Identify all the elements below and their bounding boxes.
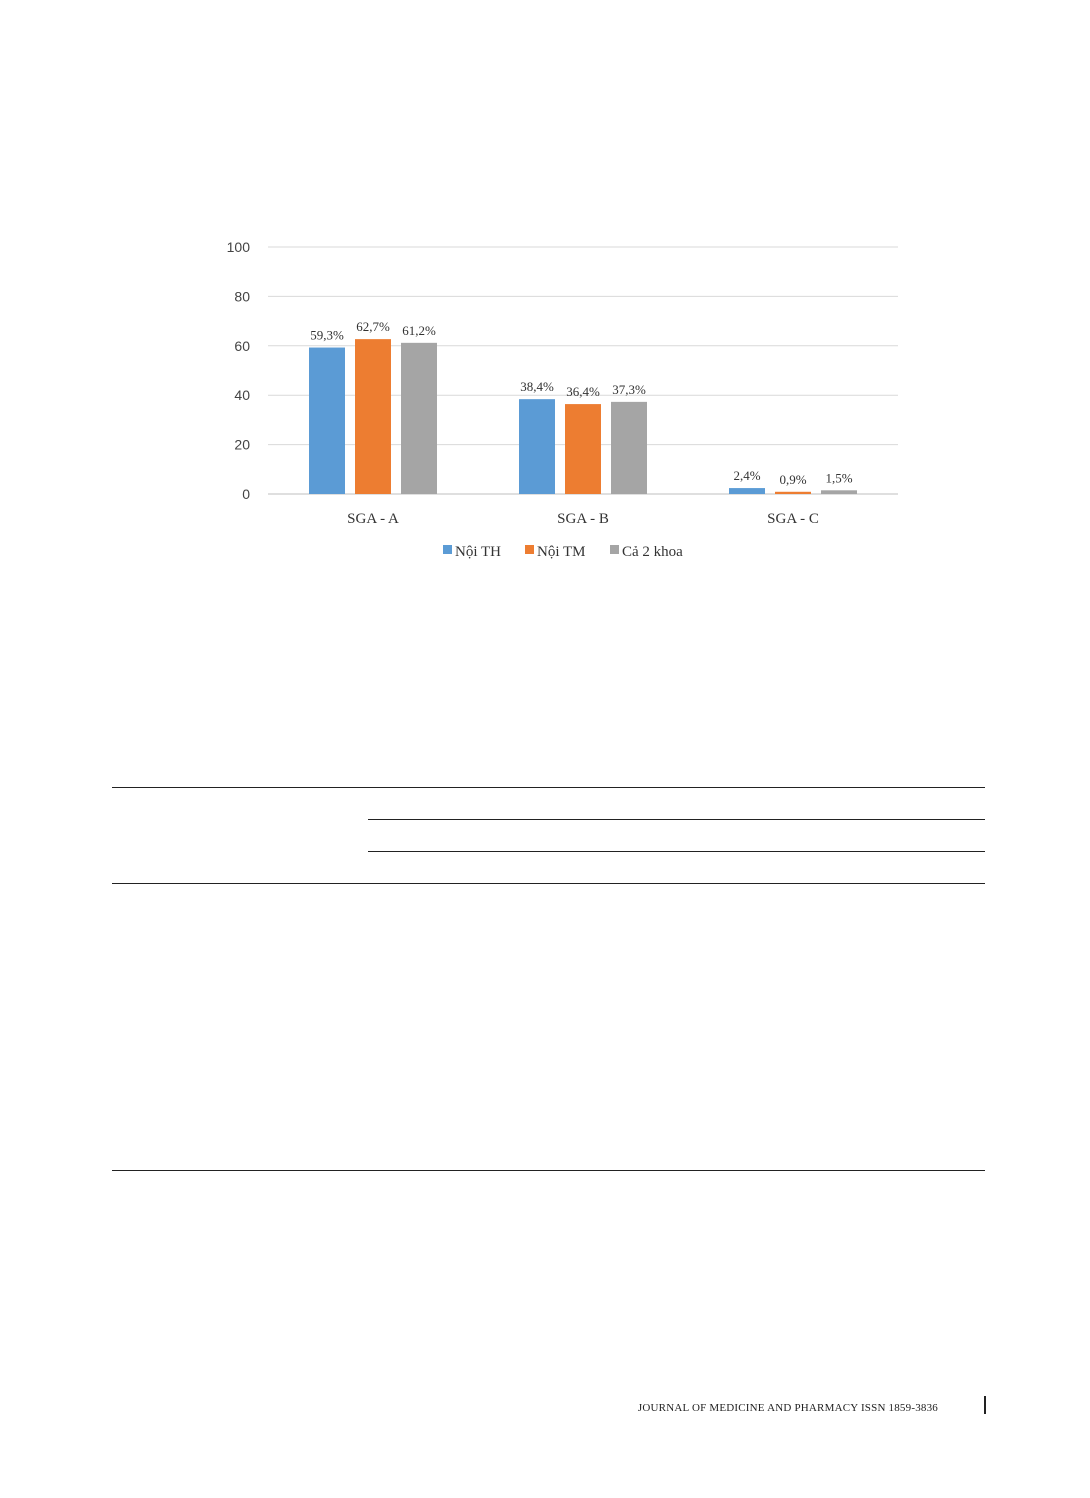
page-marker [984, 1396, 986, 1414]
legend-swatch [525, 545, 534, 554]
bar [821, 490, 857, 494]
y-tick-label: 100 [226, 239, 250, 255]
table-inner-rule-2 [368, 851, 985, 852]
category-label: SGA - A [347, 511, 399, 527]
data-label: 36,4% [566, 384, 600, 400]
y-tick-label: 80 [234, 288, 250, 305]
legend-label: Nội TH [455, 544, 501, 560]
data-label: 61,2% [402, 322, 436, 338]
bar [611, 402, 647, 494]
bar [775, 492, 811, 494]
data-label: 62,7% [356, 319, 390, 335]
legend [443, 544, 683, 560]
legend-swatch [443, 545, 452, 554]
data-label: 38,4% [520, 379, 554, 395]
bar [309, 348, 345, 494]
data-label: 59,3% [310, 327, 344, 343]
bar [729, 488, 765, 494]
bar-chart [0, 0, 1090, 600]
legend-label: Nội TM [537, 544, 586, 560]
data-label: 2,4% [733, 468, 761, 484]
table-bottom-rule [112, 1170, 985, 1171]
y-tick-label: 0 [242, 486, 250, 502]
table-header-bottom-rule [112, 883, 985, 884]
journal-footer: JOURNAL OF MEDICINE AND PHARMACY ISSN 1859-3836 [637, 1402, 938, 1414]
bar [401, 343, 437, 494]
legend-label: Cả 2 khoa [622, 544, 683, 560]
legend-swatch [610, 545, 619, 554]
x-axis-categories [347, 511, 819, 527]
category-label: SGA - B [557, 511, 609, 527]
data-label: 1,5% [825, 470, 853, 486]
y-tick-label: 60 [234, 337, 250, 354]
y-axis-ticks [227, 239, 251, 502]
data-label: 0,9% [779, 471, 807, 487]
y-tick-label: 20 [234, 436, 250, 453]
bar [519, 399, 555, 494]
table-top-rule [112, 787, 985, 788]
category-label: SGA - C [767, 511, 819, 527]
table-inner-rule-1 [368, 819, 985, 820]
bars [309, 339, 857, 494]
bar [355, 339, 391, 494]
y-tick-label: 40 [234, 387, 250, 404]
bar [565, 404, 601, 494]
data-label: 37,3% [612, 381, 646, 397]
